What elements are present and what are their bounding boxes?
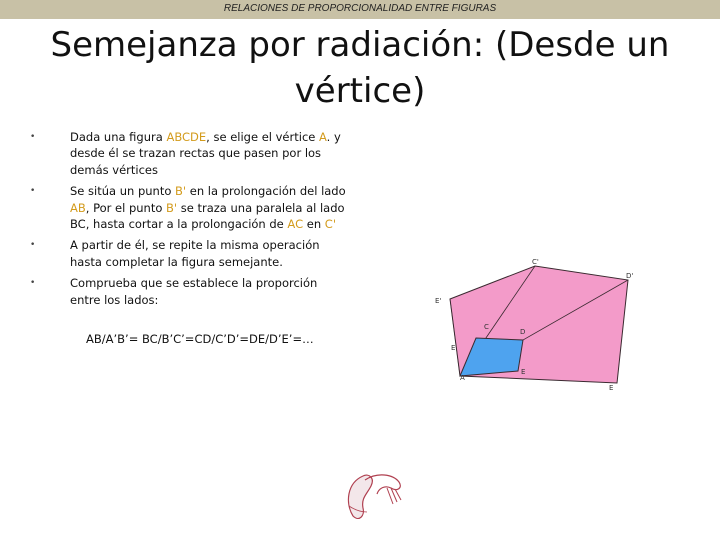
proportion-formula: AB/A’B’= BC/B’C’=CD/C’D’=DE/D’E’=… [86,332,314,346]
label-e-prime: E' [435,297,442,305]
bullet-text: Comprueba que se establece la proporción entre los lados: [70,276,318,307]
bullet-marker: • [30,186,36,197]
label-d-prime: D' [626,272,634,280]
bullet-text: , Por el punto [85,200,167,215]
bullet-item [30,237,350,270]
label-b-prime: E [609,384,614,392]
bullet-text: Se sitúa un punto [70,184,176,199]
left-hand-shape [348,475,372,518]
bullet-text: en la prolongación del lado [186,184,346,199]
label-c-prime: C' [532,258,539,266]
bullet-item [30,275,350,308]
highlighted-term: A [319,130,327,144]
label-e: E [451,344,456,352]
label-b: E [521,368,526,376]
fingers-lines [387,488,401,504]
bullet-text: A partir de él, se repite la misma operación hasta completar la figura semejante. [70,238,320,269]
bullet-text: . y desde él se trazan rectas que pasen por los demás vértices [70,130,341,177]
bullet-text: en [303,217,325,232]
highlighted-term: B' [175,184,187,199]
drawing-hands-image [335,458,415,528]
title-line-1: Semejanza por radiación: (Desde un [50,25,670,65]
label-d: D [520,328,526,336]
label-c: C [484,323,489,331]
bullet-marker: • [30,278,36,289]
bullet-marker: • [30,240,36,251]
bullet-item [30,129,350,178]
highlighted-term: C' [324,217,336,232]
similarity-figure [420,250,650,400]
bullet-text: , se elige el vértice [206,130,319,144]
header-bar [0,0,720,19]
bullet-marker: • [30,132,36,142]
title-line-2: vértice) [294,71,426,111]
highlighted-term: ABCDE [166,130,207,144]
bullet-list [30,129,350,313]
bullet-text: Dada una figura [70,130,167,144]
slide-title [40,22,680,114]
header-text: RELACIONES DE PROPORCIONALIDAD ENTRE FIGURAS [223,3,497,14]
label-a: A [460,374,465,382]
bullet-text: se traza una paralela al lado BC, hasta cortar a la prolongación de [70,200,345,232]
highlighted-term: AB [70,200,86,215]
highlighted-term: B' [166,200,178,215]
highlighted-term: AC [287,217,304,232]
bullet-item [30,183,350,232]
